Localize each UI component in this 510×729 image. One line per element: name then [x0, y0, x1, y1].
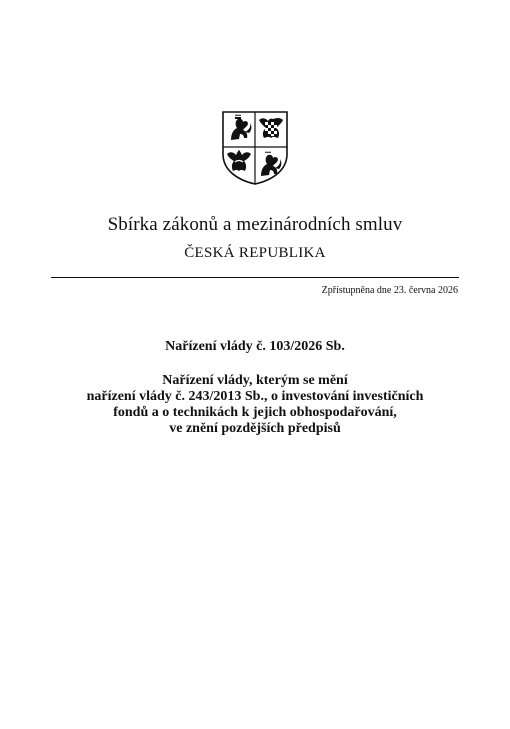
journal-title: Sbírka zákonů a mezinárodních smluv [107, 214, 403, 235]
regulation-title-line: ve znění pozdějších předpisů [169, 421, 341, 436]
regulation-number: Nařízení vlády č. 103/2026 Sb. [165, 339, 345, 354]
regulation-title [60, 373, 450, 437]
publication-date-note: Zpřístupněna dne 23. června 2026 [321, 285, 458, 296]
regulation-title-line: Nařízení vlády, kterým se mění [162, 373, 348, 388]
regulation-title-line: nařízení vlády č. 243/2013 Sb., o investování investičních [86, 389, 424, 404]
regulation-title-line: fondů a o technikách k jejich obhospodařování, [113, 405, 397, 420]
coat-of-arms-icon [221, 110, 289, 186]
country-name: ČESKÁ REPUBLIKA [184, 245, 326, 261]
header-divider [51, 277, 459, 278]
